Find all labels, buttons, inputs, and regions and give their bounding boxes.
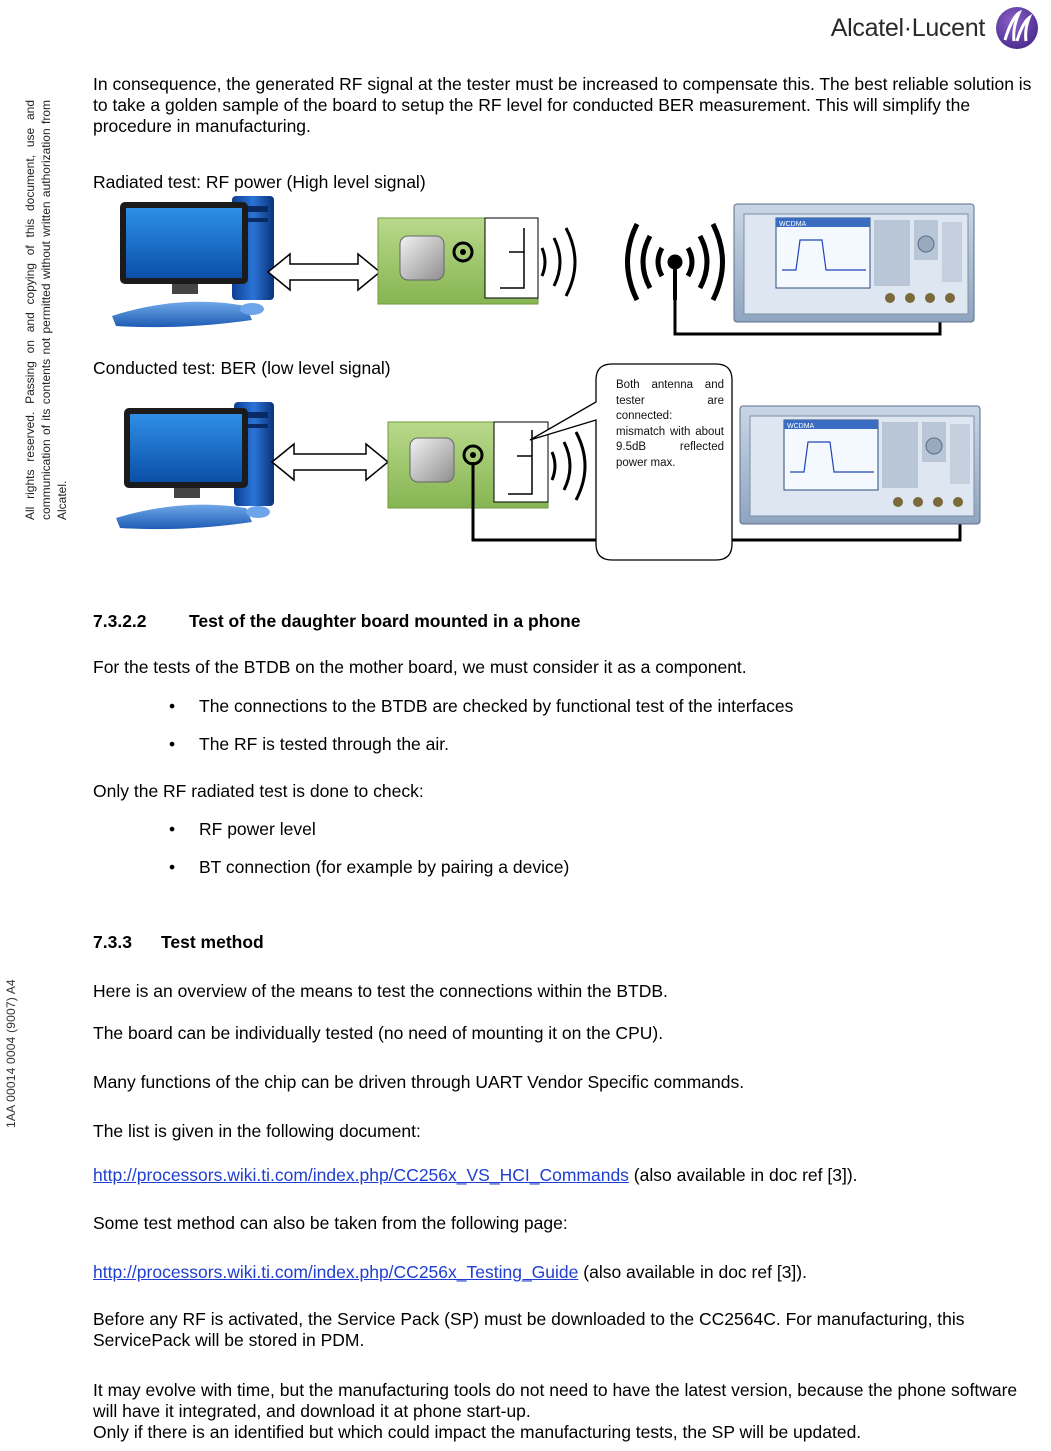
paragraph: For the tests of the BTDB on the mother board, we must consider it as a component. (93, 657, 747, 677)
callout-text: Both antenna and tester are connected: mismatch with about 9.5dB reflected power max. (616, 379, 724, 469)
section-number: 7.3.2.2 (93, 611, 147, 631)
intro-paragraph: In consequence, the generated RF signal at the tester must be increased to compensate this. The best reliable solution is to take a golden sample of the board to setup the RF level for conducted BER measurement. This will simplify the procedure in manufacturing. (93, 74, 1032, 136)
radiated-pc-icon (112, 196, 274, 327)
radiated-daughter-board (378, 218, 538, 304)
conducted-rf-tester (740, 406, 980, 524)
document-reference: 1AA 00014 0004 (9007) A4 (4, 979, 18, 1128)
paragraph: Only if there is an identified but which could impact the manufacturing tests, the SP will be updated. (93, 1422, 862, 1442)
paragraph: It may evolve with time, but the manufacturing tools do not need to have the latest version, because the phone software will have it integrated, and download it at phone start-up. (93, 1380, 1018, 1421)
tester-screen-label-2: WCDMA (787, 423, 815, 430)
paragraph: Many functions of the chip can be driven through UART Vendor Specific commands. (93, 1072, 745, 1092)
section-heading-7-3-2-2 (93, 611, 580, 632)
rights-notice: All rights reserved. Passing on and copying of this document, use and communication of its contents not permitted without written authorization from Alcatel. (23, 100, 69, 520)
paragraph: The board can be individually tested (no need of mounting it on the CPU). (93, 1023, 664, 1043)
conducted-caption: Conducted test: BER (low level signal) (93, 358, 391, 378)
board-radio-waves-icon (542, 228, 575, 296)
radiated-link-arrow (268, 254, 380, 290)
section-title: Test method (161, 932, 264, 952)
testing-guide-link[interactable]: http://processors.wiki.ti.com/index.php/CC256x_Testing_Guide (93, 1262, 579, 1282)
paragraph: Before any RF is activated, the Service Pack (SP) must be downloaded to the CC2564C. For manufacturing, this ServicePack will be stored in PDM. (93, 1309, 965, 1350)
radiated-caption: Radiated test: RF power (High level signal) (93, 172, 426, 192)
paragraph: The list is given in the following document: (93, 1121, 421, 1141)
paragraph: Some test method can also be taken from the following page: (93, 1213, 568, 1233)
paragraph: Here is an overview of the means to test the connections within the BTDB. (93, 981, 668, 1001)
conducted-pc-icon (116, 402, 274, 529)
section-title: Test of the daughter board mounted in a phone (189, 611, 581, 631)
paragraph-link-2: http://processors.wiki.ti.com/index.php/CC256x_Testing_Guide (also available in doc ref [3]). (93, 1262, 807, 1282)
paragraph-link-1: http://processors.wiki.ti.com/index.php/CC256x_VS_HCI_Commands (also available in doc ref [3]). (93, 1165, 858, 1185)
section-heading-7-3-3 (93, 932, 264, 953)
paragraph: Only the RF radiated test is done to check: (93, 781, 424, 801)
section-number: 7.3.3 (93, 932, 132, 952)
conducted-link-arrow (272, 444, 388, 480)
radiated-rf-tester (734, 204, 974, 322)
tester-antenna-icon (628, 224, 723, 300)
vs-hci-commands-link[interactable]: http://processors.wiki.ti.com/index.php/CC256x_VS_HCI_Commands (93, 1165, 629, 1185)
test-setup-diagrams (0, 0, 1051, 600)
tester-screen-label: WCDMA (779, 221, 807, 228)
conducted-daughter-board (388, 422, 548, 508)
brand-name: Alcatel·Lucent (830, 13, 985, 42)
conducted-radio-waves-icon (552, 432, 585, 500)
